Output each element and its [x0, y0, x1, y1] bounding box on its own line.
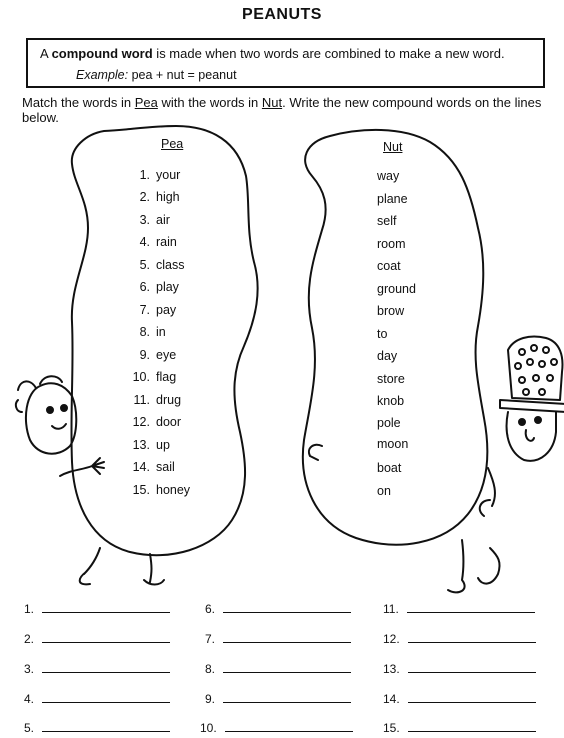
nut-item: pole [377, 416, 401, 430]
pea-item: 12. door [132, 415, 182, 429]
pea-item: 15. honey [132, 483, 191, 497]
page-title: PEANUTS [242, 6, 322, 23]
answer-line[interactable]: 2. [24, 632, 170, 646]
answer-line[interactable]: 14. [383, 692, 536, 706]
pea-item: 2. high [139, 190, 180, 204]
answer-line[interactable]: 5. [24, 721, 170, 735]
boy-face [507, 412, 556, 461]
nut-item: store [377, 372, 405, 386]
definition-text: A compound word is made when two words are combined to make a new word. [40, 46, 505, 61]
nut-item: day [377, 349, 398, 363]
pea-item: 13. up [132, 438, 170, 452]
instructions: Match the words in Pea with the words in Nut. Write the new compound words on the lines below. [22, 95, 542, 125]
answer-line[interactable]: 15. [383, 721, 536, 735]
nut-item: knob [377, 394, 405, 408]
girl-arm [60, 458, 104, 476]
nut-column-header: Nut [383, 140, 403, 154]
girl-legs [80, 548, 164, 585]
answer-line[interactable]: 7. [205, 632, 351, 646]
answer-line[interactable]: 12. [383, 632, 536, 646]
answer-line[interactable]: 11. [383, 602, 535, 616]
pea-item: 7. pay [139, 303, 177, 317]
pea-item: 9. eye [139, 348, 177, 362]
answer-line[interactable]: 4. [24, 692, 170, 706]
nut-item: brow [377, 304, 405, 318]
pea-item: 4. rain [139, 235, 177, 249]
nut-item: plane [377, 192, 408, 206]
pea-item: 1. your [139, 168, 181, 182]
nut-item: to [377, 327, 388, 341]
pea-item: 10. flag [132, 370, 177, 384]
nut-item: coat [377, 259, 401, 273]
example-text: Example: pea + nut = peanut [76, 68, 237, 82]
nut-item: self [377, 214, 397, 228]
nut-item: moon [377, 437, 409, 451]
girl-head [26, 383, 76, 453]
pea-item: 11. drug [133, 393, 182, 407]
nut-item: boat [377, 461, 402, 475]
pea-item: 14. sail [132, 460, 175, 474]
pea-item: 5. class [139, 258, 185, 272]
answer-line[interactable]: 3. [24, 662, 170, 676]
boy-arm [480, 468, 495, 516]
pea-item: 6. play [139, 280, 179, 294]
answer-line[interactable]: 6. [205, 602, 351, 616]
pea-item: 8. in [139, 325, 166, 339]
pea-item: 3. air [139, 213, 170, 227]
answer-line[interactable]: 1. [24, 602, 170, 616]
nut-item: room [377, 237, 406, 251]
answer-line[interactable]: 13. [383, 662, 536, 676]
nut-item: ground [377, 282, 416, 296]
answer-line[interactable]: 8. [205, 662, 351, 676]
answer-line[interactable]: 10. [200, 721, 353, 735]
nut-item: on [377, 484, 391, 498]
definition-term: compound word [51, 46, 153, 61]
nut-item: way [377, 169, 400, 183]
pea-column-header: Pea [161, 137, 184, 151]
boy-legs [448, 540, 500, 592]
answer-line[interactable]: 9. [205, 692, 351, 706]
